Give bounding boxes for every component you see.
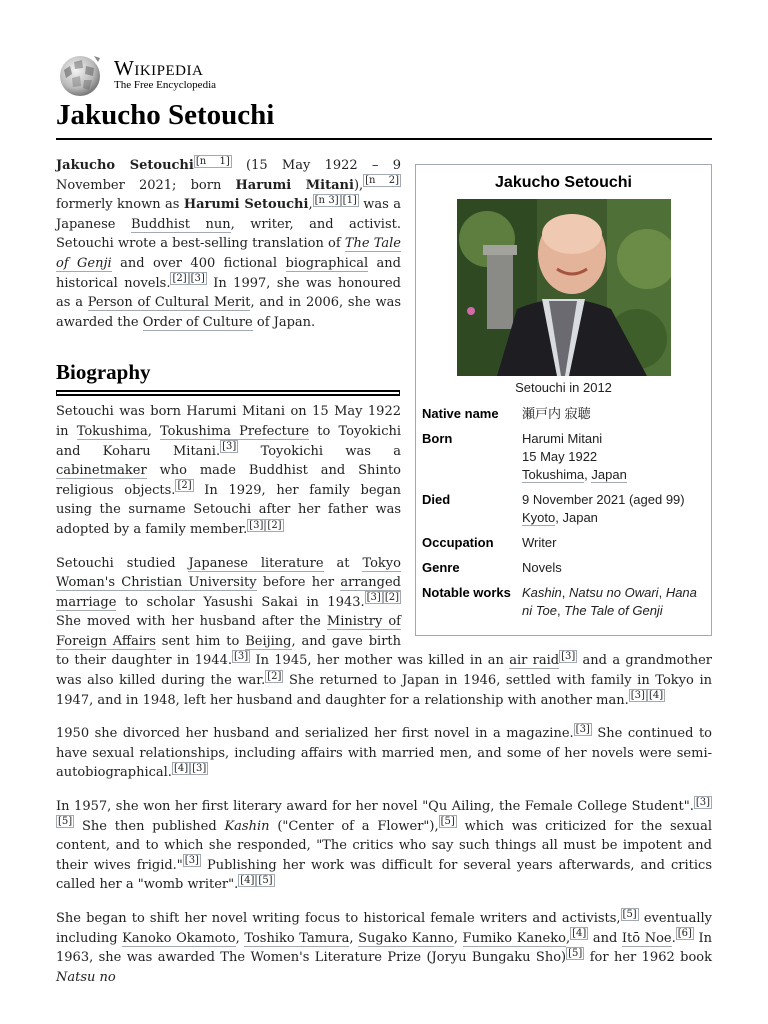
died-value bbox=[522, 491, 705, 527]
link-beijing[interactable]: Beijing bbox=[245, 633, 292, 649]
link-tokushima[interactable]: Tokushima bbox=[522, 467, 585, 483]
work-title: The Tale of Genji bbox=[564, 603, 663, 619]
infobox bbox=[415, 164, 712, 636]
work-title: Hana ni Toe bbox=[522, 585, 697, 619]
link-biographical[interactable]: biographical bbox=[285, 255, 369, 271]
biography-paragraph: She began to shift her novel writing focus to historical female writers and activists, [5] eventually including Kanoko Okamoto, Toshiko Tamura, Sugako Kanno, Fumiko Kaneko, [4] and Itō Noe. [6] In 1963, she was awarded The Women's Literature Prize (Joryu Bungaku Sho) [5] for her 1962 book Natsu no bbox=[56, 908, 713, 985]
infobox-label: Native name bbox=[422, 406, 499, 422]
infobox-label: Born bbox=[422, 431, 453, 447]
infobox-row-genre bbox=[422, 559, 705, 577]
died-date: 9 November 2021 (aged 99) bbox=[522, 492, 685, 508]
link-toshiko-tamura[interactable]: Toshiko Tamura bbox=[244, 930, 350, 946]
infobox-row-born bbox=[422, 430, 705, 484]
lead-paragraph: Jakucho Setouchi [n 1] (15 May 1922 – 9 November 2021; born Harumi Mitani), [n 2] formerly known as Harumi Setouchi, [n 3] [1] was a Japanese Buddhist nun, writer, and activist. Setouchi wrote a best-selling translation of The Tale of Genji and over 400 fictional biographical and historical novels. [2] [3] In 1997, she was honoured as a Person of Cultural Merit, and in 2006, she was awarded the Order of Culture of Japan. bbox=[56, 155, 402, 330]
link-tokyo-womans-christian-university[interactable]: Tokyo Woman's Christian University bbox=[56, 555, 401, 591]
page-title: Jakucho Setouchi bbox=[56, 96, 712, 140]
wikipedia-logo[interactable] bbox=[56, 54, 456, 98]
work-title: Kashin bbox=[522, 585, 562, 601]
born-date: 15 May 1922 bbox=[522, 449, 598, 465]
work-title: Natsu no Owari bbox=[568, 585, 659, 601]
link-tokushima-prefecture[interactable]: Tokushima Prefecture bbox=[160, 423, 310, 439]
link-ito-noe[interactable]: Itō Noe bbox=[621, 930, 672, 946]
link-cabinetmaker[interactable]: cabinetmaker bbox=[56, 463, 147, 479]
infobox-title: Jakucho Setouchi bbox=[495, 174, 632, 191]
wikipedia-wordmark: Wikipedia bbox=[114, 56, 204, 80]
biography-paragraph: Setouchi was born Harumi Mitani on 15 May 1922 in Tokushima, Tokushima Prefecture to Toyokichi and Koharu Mitani. [3] Toyokichi was a cabinetmaker who made Buddhist and Shinto religious objects. [2] In 1929, her family began using the surname Setouchi after her father was adopted by a family member. [3] [2] bbox=[56, 404, 401, 537]
wikipedia-tagline: The Free Encyclopedia bbox=[114, 79, 217, 91]
link-tale-of-genji[interactable]: The Tale of Genji bbox=[56, 236, 401, 271]
portrait-photo[interactable] bbox=[457, 199, 671, 376]
link-air-raid[interactable]: air raid bbox=[509, 653, 560, 669]
biography-paragraph: 1950 she divorced her husband and serialized her first novel in a magazine. [3] She continued to have sexual relationships, including affairs with married men, and some of her novels were semi-autobiographical. [4] [3] bbox=[56, 723, 712, 781]
link-tokushima[interactable]: Tokushima bbox=[76, 423, 148, 439]
genre-value: Novels bbox=[522, 560, 562, 576]
section-heading-biography: Biography bbox=[56, 358, 400, 392]
photo-caption: Setouchi in 2012 bbox=[515, 379, 612, 395]
infobox-row-works bbox=[422, 584, 705, 620]
biography-paragraph: In 1957, she won her first literary award for her novel "Qu Ailing, the Female College Student". [3][5] She then published Kashin ("Center of a Flower"), [5] which was criticized for the sexual content, and to which she responded, "The critics who say such things all must be impotent and their wives frigid." [3] Publishing her work was difficult for several years afterwards, and critics called her a "womb writer". [4] [5] bbox=[56, 796, 712, 893]
infobox-label: Occupation bbox=[422, 535, 494, 551]
occupation-value: Writer bbox=[522, 535, 557, 551]
infobox-row-occupation bbox=[422, 534, 705, 552]
infobox-label: Died bbox=[422, 492, 451, 508]
born-name: Harumi Mitani bbox=[522, 431, 603, 447]
died-place: Kyoto, Japan bbox=[522, 510, 598, 526]
born-value bbox=[522, 430, 705, 484]
link-kanoko-okamoto[interactable]: Kanoko Okamoto bbox=[122, 930, 236, 946]
link-buddhist-nun[interactable]: Buddhist nun bbox=[130, 216, 231, 232]
infobox-row-died bbox=[422, 491, 705, 527]
link-order-of-culture[interactable]: Order of Culture bbox=[142, 314, 253, 330]
link-japanese-literature[interactable]: Japanese literature bbox=[188, 555, 324, 571]
born-place: Tokushima, Japan bbox=[522, 467, 627, 483]
works-value: Kashin, Natsu no Owari, Hana ni Toe, The Tale of Genji bbox=[522, 585, 697, 619]
infobox-label: Notable works bbox=[422, 585, 511, 601]
link-person-of-cultural-merit[interactable]: Person of Cultural Merit bbox=[87, 295, 251, 311]
native-name-value: 瀬戸内 寂聴 bbox=[522, 406, 591, 422]
article-body bbox=[56, 156, 712, 1001]
link-sugako-kanno[interactable]: Sugako Kanno bbox=[358, 930, 454, 946]
link-ministry-of-foreign-affairs[interactable]: Ministry of Foreign Affairs bbox=[56, 614, 401, 649]
link-kyoto[interactable]: Kyoto bbox=[522, 510, 556, 526]
wikipedia-globe-icon bbox=[56, 54, 104, 98]
link-fumiko-kaneko[interactable]: Fumiko Kaneko bbox=[462, 930, 566, 946]
biography-paragraph: Setouchi studied Japanese literature at Tokyo Woman's Christian University before her arranged marriage to scholar Yasushi Sakai in 1943. [3] [2] She moved with her husband after the Ministry of Foreign Affairs sent him to Beijing, and gave birth to their daughter in 1944. [3] In 1945, her mother was killed in an air raid [3] and a grandmother was also killed during the war. [2] She returned to Japan in 1946, settled with family in Tokyo in 1947, and in 1948, left her husband and daughter for a relationship with another man. [3] [4] bbox=[56, 555, 713, 708]
link-arranged-marriage[interactable]: arranged marriage bbox=[56, 575, 401, 610]
infobox-row-native-name bbox=[422, 405, 705, 423]
died-country: Japan bbox=[562, 510, 598, 526]
infobox-label: Genre bbox=[422, 560, 460, 576]
link-japan[interactable]: Japan bbox=[591, 467, 627, 483]
